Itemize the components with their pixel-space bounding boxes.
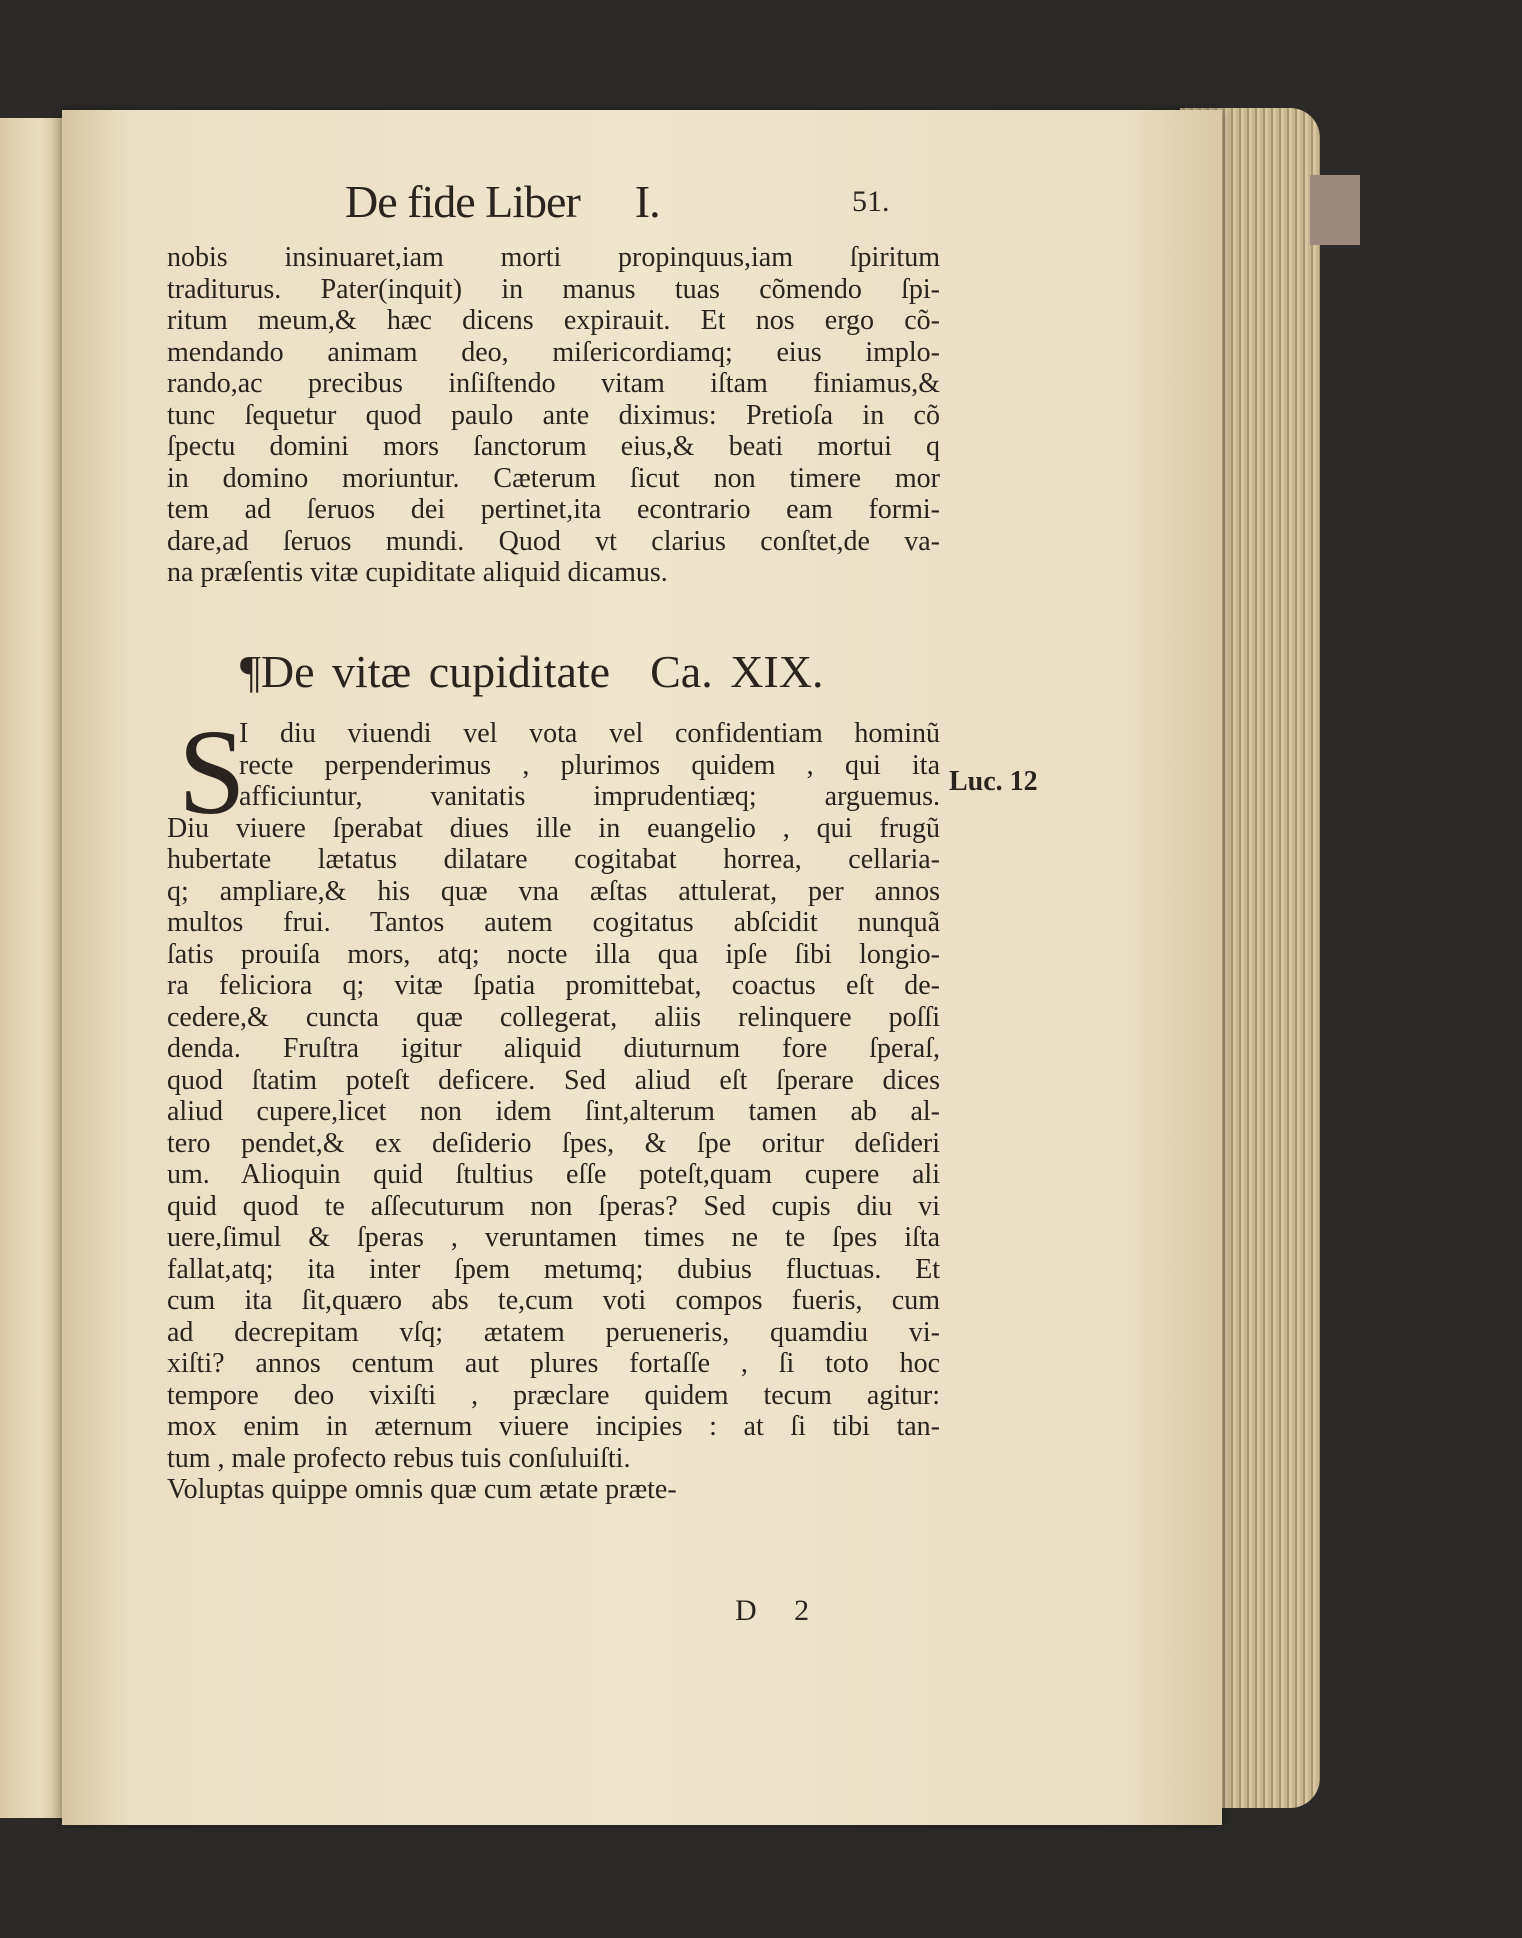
text-line: multos frui. Tantos autem cogitatus abſcidit nunquã bbox=[167, 907, 940, 938]
text-line: um. Alioquin quid ſtultius eſſe poteſt,quam cupere ali bbox=[167, 1159, 940, 1190]
body-paragraph bbox=[167, 813, 940, 1506]
text-line: nobis insinuaret,iam morti propinquus,iam ſpiritum bbox=[167, 242, 940, 273]
text-line: afficiuntur, vanitatis imprudentiæq; arguemus. bbox=[239, 781, 940, 812]
text-line: denda. Fruſtra igitur aliquid diuturnum fore ſperaſ, bbox=[167, 1033, 940, 1064]
text-line: ad decrepitam vſq; ætatem perueneris, quamdiu vi- bbox=[167, 1316, 940, 1348]
text-line: mendando animam deo, miſericordiamq; eius implo- bbox=[167, 336, 940, 368]
text-line: in domino moriuntur. Cæterum ſicut non timere mor bbox=[167, 462, 940, 494]
text-line: quid quod te aſſecuturum non ſperas? Sed cupis diu vi bbox=[167, 1190, 940, 1222]
pilcrow: ¶ bbox=[240, 646, 261, 697]
text-line: na præſentis vitæ cupiditate aliquid dicamus. bbox=[167, 557, 668, 588]
text-line: traditurus. Pater(inquit) in manus tuas cõmendo ſpi- bbox=[167, 273, 940, 305]
chapter-title: De vitæ cupiditate bbox=[260, 646, 611, 697]
text-line: hubertate lætatus dilatare cogitabat horrea, cellaria- bbox=[167, 844, 940, 875]
folio-number: 51. bbox=[852, 185, 890, 218]
text-line: ſatis prouiſa mors, atq; nocte illa qua ipſe ſibi longio- bbox=[167, 938, 940, 970]
text-line: tunc ſequetur quod paulo ante diximus: Pretioſa in cõ bbox=[167, 399, 940, 431]
text-line: Voluptas quippe omnis quæ cum ætate præte- bbox=[167, 1474, 677, 1505]
text-line: ſpectu domini mors ſanctorum eius,& beati mortui q bbox=[167, 431, 940, 462]
running-header bbox=[345, 175, 660, 228]
text-line: cum ita ſit,quæro abs te,cum voti compos fueris, cum bbox=[167, 1285, 940, 1316]
header-title: De fide Liber bbox=[345, 176, 580, 227]
signature-mark: D 2 bbox=[735, 1594, 810, 1627]
chapter-heading bbox=[240, 645, 823, 698]
text-line: ritum meum,& hæc dicens expirauit. Et nos ergo cõ- bbox=[167, 305, 940, 336]
text-line: recte perpenderimus , plurimos quidem , qui ita bbox=[239, 749, 940, 781]
header-book-number: I. bbox=[634, 176, 660, 227]
book-cover-edge bbox=[1310, 175, 1360, 245]
text-line: I diu viuendi vel vota vel confidentiam hominũ bbox=[239, 718, 940, 749]
text-line: uere,ſimul & ſperas , veruntamen times ne te ſpes iſta bbox=[167, 1222, 940, 1253]
drop-cap: S bbox=[178, 705, 246, 840]
text-line: rando,ac precibus inſiſtendo vitam iſtam finiamus,& bbox=[167, 368, 940, 399]
text-line: fallat,atq; ita inter ſpem metumq; dubius fluctuas. Et bbox=[167, 1253, 940, 1285]
text-line: tum , male profecto rebus tuis conſuluiſti. bbox=[167, 1442, 631, 1474]
text-line: quod ſtatim poteſt deficere. Sed aliud eſt ſperare dices bbox=[167, 1064, 940, 1096]
text-line: dare,ad ſeruos mundi. Quod vt clarius conſtet,de va- bbox=[167, 525, 940, 557]
text-line: xiſti? annos centum aut plures fortaſſe , ſi toto hoc bbox=[167, 1348, 940, 1379]
text-line: mox enim in æternum viuere incipies : at ſi tibi tan- bbox=[167, 1411, 940, 1442]
text-line: ra feliciora q; vitæ ſpatia promittebat, coactus eſt de- bbox=[167, 970, 940, 1001]
top-paragraph bbox=[167, 242, 940, 589]
text-line: aliud cupere,licet non idem ſint,alterum tamen ab al- bbox=[167, 1096, 940, 1127]
text-line: Diu viuere ſperabat diues ille in euangelio , qui frugũ bbox=[167, 812, 940, 844]
text-line: tero pendet,& ex deſiderio ſpes, & ſpe oritur deſideri bbox=[167, 1127, 940, 1159]
text-line: tempore deo vixiſti , præclare quidem tecum agitur: bbox=[167, 1379, 940, 1411]
text-line: q; ampliare,& his quæ vna æſtas attulerat, per annos bbox=[167, 875, 940, 907]
text-line: tem ad ſeruos dei pertinet,ita econtrario eam formi- bbox=[167, 494, 940, 525]
chapter-number: Ca. XIX. bbox=[650, 646, 824, 697]
indented-lines bbox=[167, 718, 940, 813]
text-line: cedere,& cuncta quæ collegerat, aliis relinquere poſſi bbox=[167, 1001, 940, 1033]
marginal-note: Luc. 12 bbox=[949, 766, 1038, 797]
left-page-edge bbox=[0, 118, 66, 1818]
